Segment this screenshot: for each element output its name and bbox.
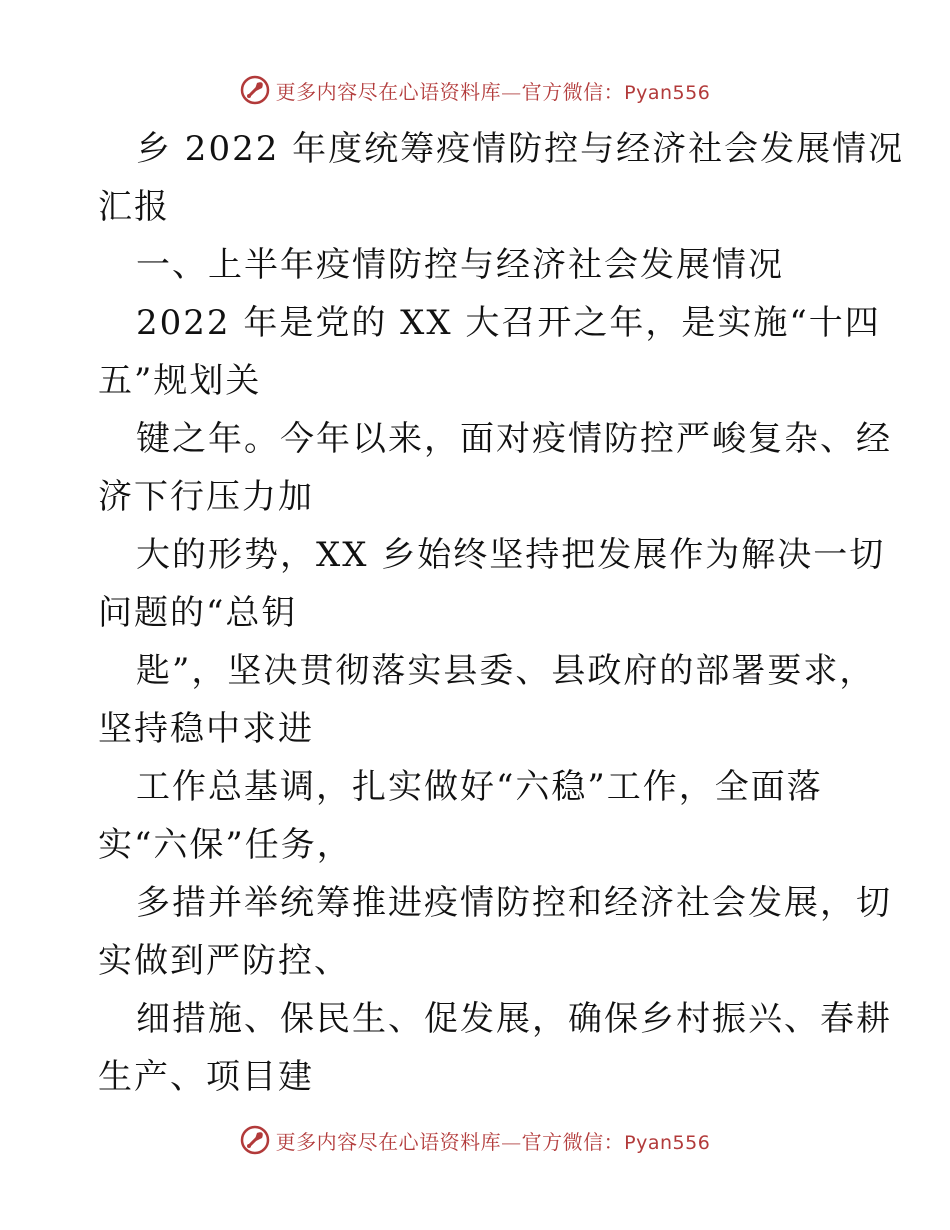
paragraph-line: 细措施、保民生、促发展，确保乡村振兴、春耕 xyxy=(136,999,892,1039)
watermark-dash: — xyxy=(501,79,522,104)
watermark-dash: — xyxy=(501,1129,522,1154)
quill-logo-icon xyxy=(240,1125,270,1155)
watermark-wechat-id: Pyan556 xyxy=(624,81,711,104)
watermark-official-label: 官方微信： xyxy=(521,1129,625,1154)
section-heading: 一、上半年疫情防控与经济社会发展情况 xyxy=(136,245,784,285)
watermark-main-text: 更多内容尽在心语资料库 xyxy=(275,79,502,104)
watermark-main-text: 更多内容尽在心语资料库 xyxy=(275,1129,502,1154)
header-watermark-text xyxy=(276,76,711,105)
header-watermark-banner xyxy=(0,70,950,110)
footer-watermark-text xyxy=(276,1126,711,1155)
paragraph-line: 实做到严防控、 xyxy=(98,941,350,981)
watermark-wechat-id: Pyan556 xyxy=(624,1131,711,1154)
quill-logo-icon xyxy=(240,75,270,105)
paragraph-line: 五”规划关 xyxy=(98,361,262,401)
paragraph-line: 多措并举统筹推进疫情防控和经济社会发展，切 xyxy=(136,883,892,923)
paragraph-line: 实“六保”任务， xyxy=(98,825,353,865)
footer-watermark-banner xyxy=(0,1120,950,1160)
document-body xyxy=(98,120,905,1106)
watermark-official-label: 官方微信： xyxy=(521,79,625,104)
paragraph-line: 工作总基调，扎实做好“六稳”工作，全面落 xyxy=(136,767,823,807)
paragraph-line: 大的形势，XX 乡始终坚持把发展作为解决一切 xyxy=(136,535,886,575)
paragraph-line: 匙”，坚决贯彻落实县委、县政府的部署要求， xyxy=(136,651,876,691)
title-line-1: 乡 2022 年度统筹疫情防控与经济社会发展情况 xyxy=(136,129,905,169)
paragraph-line: 问题的“总钥 xyxy=(98,593,298,633)
paragraph-line: 生产、项目建 xyxy=(98,1057,314,1097)
title-line-2: 汇报 xyxy=(98,187,170,227)
paragraph-line: 键之年。今年以来，面对疫情防控严峻复杂、经 xyxy=(136,419,892,459)
paragraph-line: 济下行压力加 xyxy=(98,477,314,517)
paragraph-line: 坚持稳中求进 xyxy=(98,709,314,749)
paragraph-line: 2022 年是党的 XX 大召开之年，是实施“十四 xyxy=(136,303,881,343)
